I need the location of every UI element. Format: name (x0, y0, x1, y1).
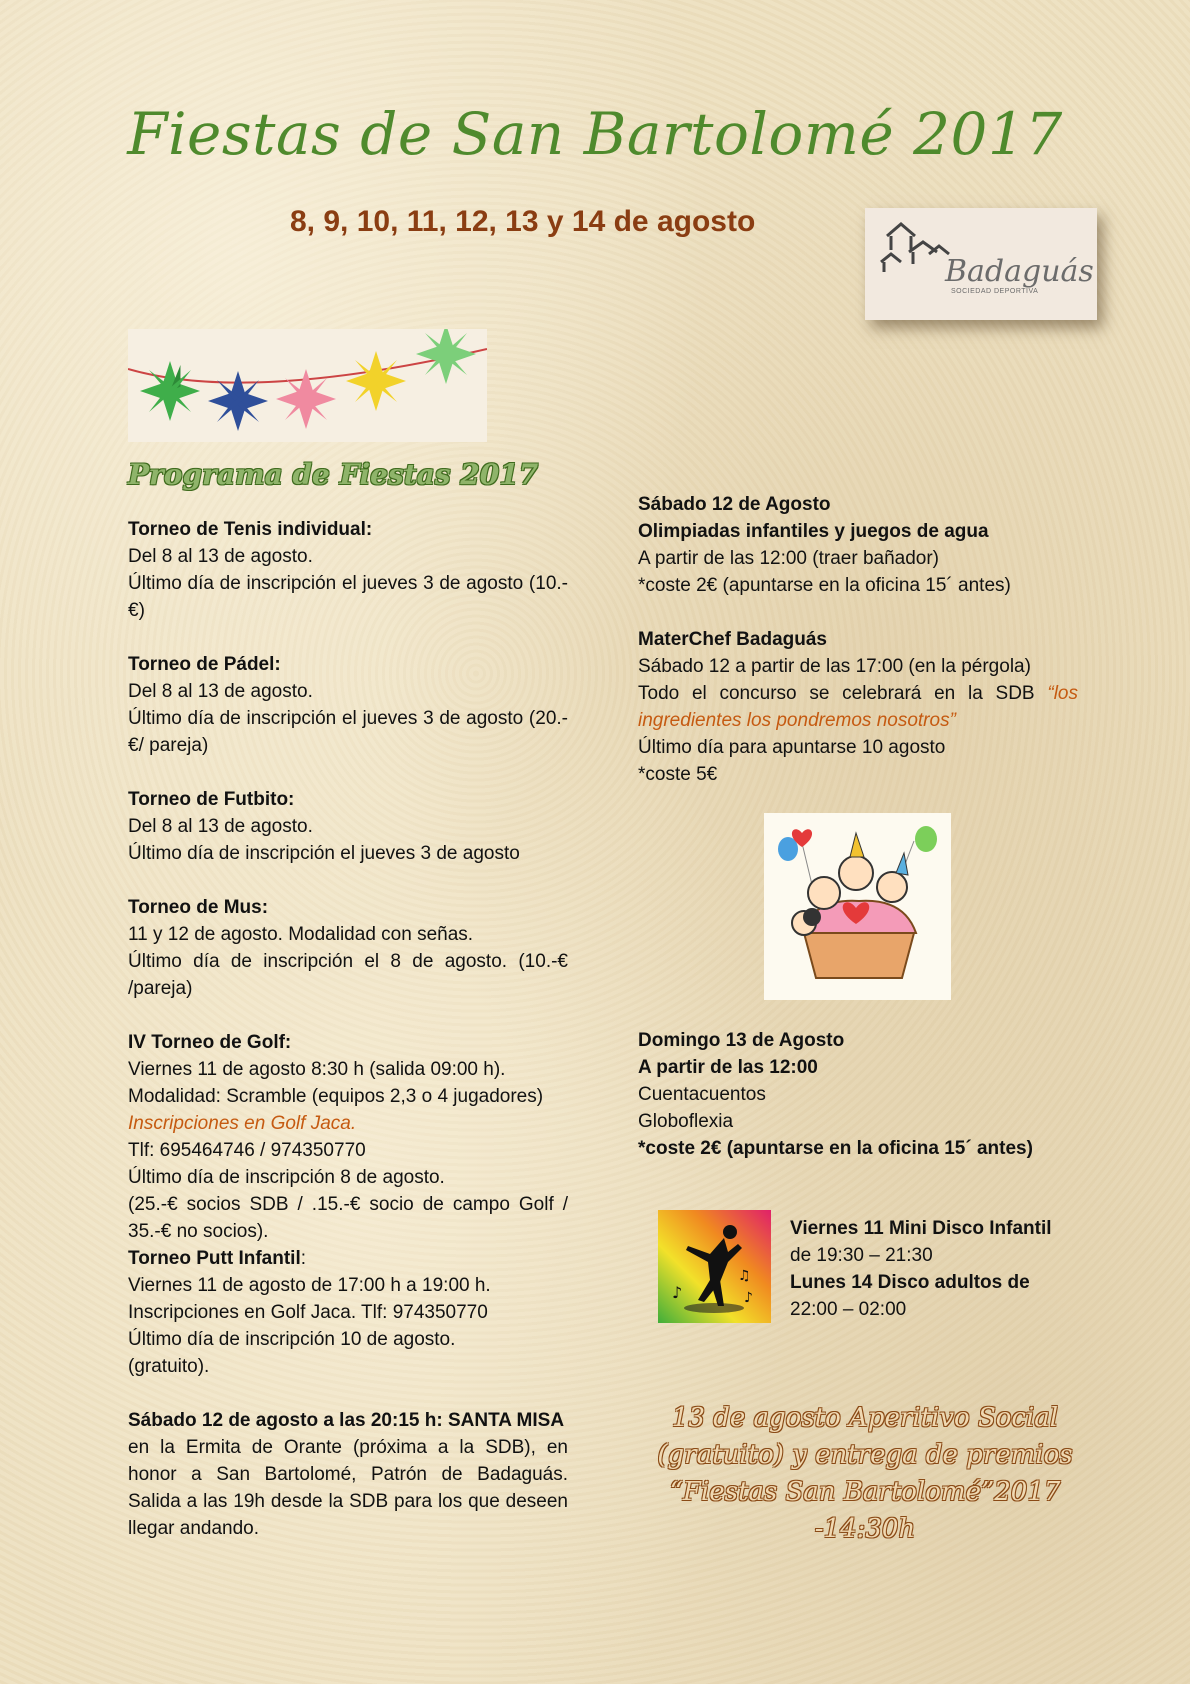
golf-prices: (25.-€ socios SDB / .15.-€ socio de campo Golf / 35.-€ no socios). (128, 1194, 568, 1242)
futbito-deadline: Último día de inscripción el jueves 3 de agosto (128, 843, 520, 864)
masterchef-line2-text: Todo el concurso se celebrará en la SDB (638, 683, 1048, 704)
golf-line1: Viernes 11 de agosto 8:30 h (salida 09:00 h). (128, 1059, 506, 1080)
closing-announcement: 13 de agosto Aperitivo Social (gratuito) y entrega de premios “Fiestas San Bartolomé”2017 -14:30h (657, 1403, 1073, 1544)
domingo-cuentacuentos: Cuentacuentos (638, 1084, 766, 1105)
tenis-dates: Del 8 al 13 de agosto. (128, 546, 313, 567)
domingo-day: Domingo 13 de Agosto (638, 1030, 845, 1051)
padel-title: Torneo de Pádel: (128, 654, 281, 675)
olimpiadas-day: Sábado 12 de Agosto (638, 494, 831, 515)
disco-infantil-time: de 19:30 – 21:30 (790, 1245, 933, 1266)
masterchef-line2 (638, 680, 1078, 734)
domingo-cost: *coste 2€ (apuntarse en la oficina 15´ antes) (638, 1138, 1033, 1159)
right-column-top (638, 491, 1078, 788)
olimpiadas-title: Olimpiadas infantiles y juegos de agua (638, 521, 989, 542)
disco-adultos-title: Lunes 14 Disco adultos de (790, 1272, 1030, 1293)
futbito-title: Torneo de Futbito: (128, 789, 295, 810)
event-dates: 8, 9, 10, 11, 12, 13 y 14 de agosto (290, 205, 756, 238)
paper-garland-image (128, 329, 487, 442)
tenis-title: Torneo de Tenis individual: (128, 519, 373, 540)
left-column (128, 516, 568, 1542)
olimpiadas-line1: A partir de las 12:00 (traer bañador) (638, 548, 940, 569)
disco-infantil-title: Viernes 11 Mini Disco Infantil (790, 1218, 1052, 1239)
padel-dates: Del 8 al 13 de agosto. (128, 681, 313, 702)
golf-deadline: Último día de inscripción 8 de agosto. (128, 1167, 445, 1188)
domingo-globoflexia: Globoflexia (638, 1111, 734, 1132)
masterchef-cost: *coste 5€ (638, 764, 718, 785)
masterchef-deadline: Último día para apuntarse 10 agosto (638, 737, 946, 758)
svg-text:♪: ♪ (672, 1283, 683, 1302)
disco-adultos-time: 22:00 – 02:00 (790, 1299, 907, 1320)
futbito-dates: Del 8 al 13 de agosto. (128, 816, 313, 837)
logo-subtitle: SOCIEDAD DEPORTIVA (951, 288, 1039, 295)
club-logo (865, 208, 1097, 320)
disco-dancer-image (658, 1210, 771, 1323)
masterchef-quote: “los ingredientes los pondremos nosotros” (638, 683, 1078, 731)
golf-line2: Modalidad: Scramble (equipos 2,3 o 4 jugadores) (128, 1086, 544, 1107)
right-column-sunday (638, 1027, 1078, 1162)
golf-phone: Tlf: 695464746 / 974350770 (128, 1140, 366, 1161)
svg-text:♫: ♫ (738, 1268, 751, 1284)
mus-title: Torneo de Mus: (128, 897, 269, 918)
disco-info (790, 1215, 1078, 1323)
masterchef-line1: Sábado 12 a partir de las 17:00 (en la pérgola) (638, 656, 1031, 677)
logo-text: Badaguás (945, 254, 1094, 289)
masterchef-title: MaterChef Badaguás (638, 629, 827, 650)
tenis-deadline: Último día de inscripción el jueves 3 de agosto (10.-€) (128, 573, 568, 621)
olimpiadas-cost: *coste 2€ (apuntarse en la oficina 15´ antes) (638, 575, 1011, 596)
misa-title: Sábado 12 de agosto a las 20:15 h: SANTA MISA (128, 1410, 565, 1431)
disco-line1 (790, 1215, 1078, 1269)
golf-registration: Inscripciones en Golf Jaca. (128, 1113, 357, 1134)
padel-deadline: Último día de inscripción el jueves 3 de agosto (20.-€/ pareja) (128, 708, 568, 756)
domingo-time: A partir de las 12:00 (638, 1057, 818, 1078)
misa-text: en la Ermita de Orante (próxima a la SDB), en honor a San Bartolomé, Patrón de Badaguás. Salida a las 19h desde la SDB para los que deseen llegar andando. (128, 1437, 568, 1539)
putt-line2: Inscripciones en Golf Jaca. Tlf: 974350770 (128, 1302, 488, 1323)
putt-title: Torneo Putt Infantil (128, 1248, 301, 1269)
mus-deadline: Último día de inscripción el 8 de agosto. (10.-€ /pareja) (128, 951, 568, 999)
disco-line2 (790, 1269, 1078, 1323)
program-title: Programa de Fiestas 2017 (128, 458, 539, 491)
mus-dates: 11 y 12 de agosto. Modalidad con señas. (128, 924, 474, 945)
page-title: Fiestas de San Bartolomé 2017 (127, 100, 1063, 168)
svg-text:♪: ♪ (744, 1290, 753, 1306)
golf-title: IV Torneo de Golf: (128, 1032, 292, 1053)
kids-cupcake-image (764, 813, 951, 1000)
putt-title-suffix: : (300, 1248, 307, 1269)
putt-heading (128, 1245, 568, 1272)
putt-line3: Último día de inscripción 10 de agosto. (128, 1329, 456, 1350)
putt-line1: Viernes 11 de agosto de 17:00 h a 19:00 h. (128, 1275, 491, 1296)
putt-line4: (gratuito). (128, 1356, 210, 1377)
